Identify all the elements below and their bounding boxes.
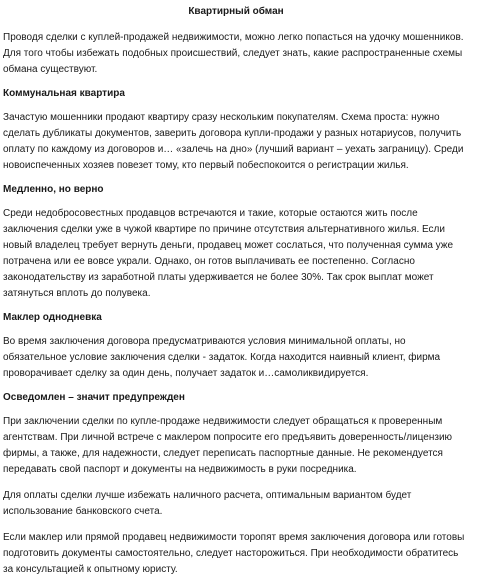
section-heading: Осведомлен – значит предупрежден xyxy=(3,392,185,403)
section-paragraph: Для оплаты сделки лучше избежать наличного расчета, оптимальным вариантом будет использование банковского счета. xyxy=(3,490,412,517)
section-heading: Маклер однодневка xyxy=(3,312,102,323)
section-paragraph: Среди недобросовестных продавцов встречаются и такие, которые остаются жить после заключения сделки уже в чужой квартире по причине отсутствия альтернативного жилья. Если новый владелец требует вернуть деньги, продавец может сослаться, что полученная сумма уже потрачена или ее вовсе украли. Однако, он готов выплачивать ее постепенно. Согласно законодательству из заработной платы удерживается не более 30%. Так срок выплат может затянуться вплоть до полувека. xyxy=(3,208,454,299)
section-paragraph: При заключении сделки по купле-продаже недвижимости следует обращаться к проверенным агентствам. При личной встрече с маклером попросите его предъявить доверенность/лицензию фирмы, а также, для надежности, следует переписать паспортные данные. Не рекомендуется передавать свой паспорт и документы на недвижимость в руки посредника. xyxy=(3,416,453,475)
document-title: Квартирный обман xyxy=(188,6,284,17)
section-paragraph: Во время заключения договора предусматриваются условия минимальной оплаты, но обязательное условие заключения сделки - задаток. Когда находится наивный клиент, фирма проворачивает сделку за один день, получает задаток и…самоликвидируется. xyxy=(3,336,441,379)
section-heading: Медленно, но верно xyxy=(3,184,104,195)
section-heading: Коммунальная квартира xyxy=(3,88,125,99)
section-paragraph: Если маклер или прямой продавец недвижимости торопят время заключения договора или готовы подготовить документы самостоятельно, следует насторожиться. При необходимости обратитесь за консультацией к опытному юристу. xyxy=(3,532,465,575)
intro-paragraph: Проводя сделки с куплей-продажей недвижимости, можно легко попасться на удочку мошенников. Для того чтобы избежать подобных происшествий, следует знать, какие распространенные схемы обмана существуют. xyxy=(3,32,464,75)
section-paragraph: Зачастую мошенники продают квартиру сразу нескольким покупателям. Схема проста: нужно сделать дубликаты документов, заверить договора купли-продажи у разных нотариусов, получить оплату по каждому из договоров и… «залечь на дно» (лучший вариант – уехать заграницу). Среди новоиспеченных хозяев повезет тому, кто первый побеспокоится о регистрации жилья. xyxy=(3,112,464,171)
